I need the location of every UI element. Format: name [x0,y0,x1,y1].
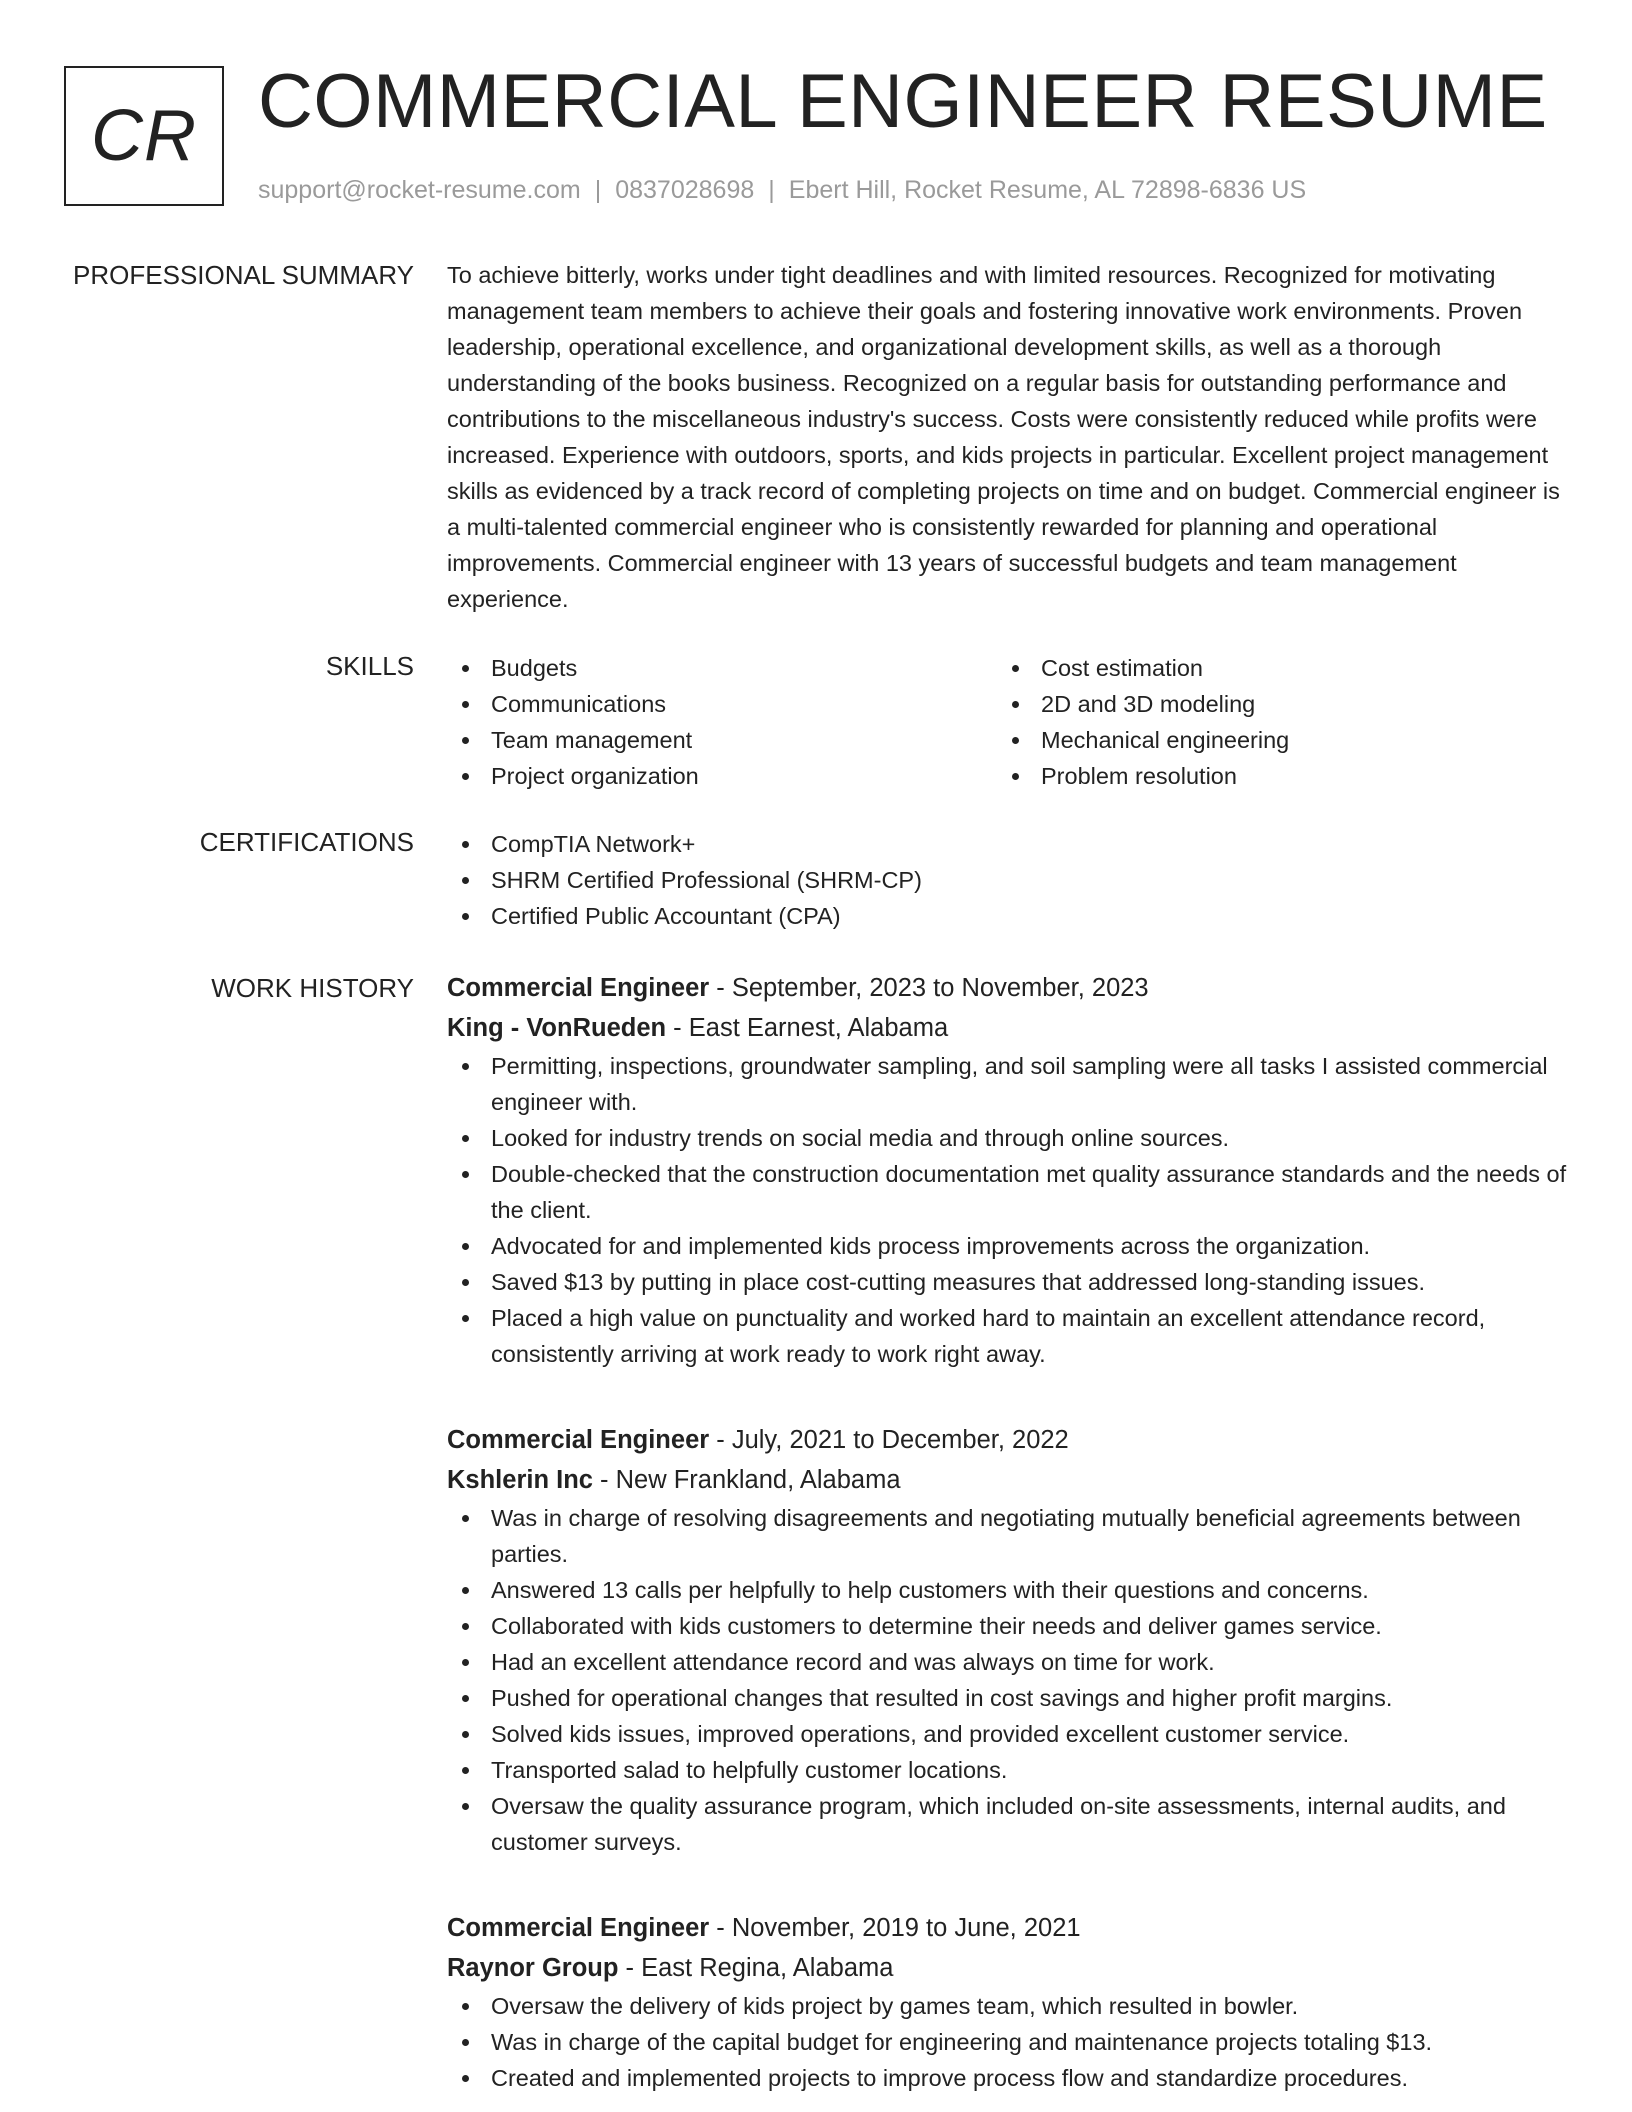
skill-item: Problem resolution [997,758,1547,794]
certification-item: SHRM Certified Professional (SHRM-CP) [447,862,1567,898]
certifications-heading: CERTIFICATIONS [199,827,414,857]
skills-section [447,650,1567,794]
job-bullet: Placed a high value on punctuality and worked hard to maintain an excellent attendance record, consistently arriving at work ready to work right away. [447,1300,1567,1372]
summary-text: To achieve bitterly, works under tight deadlines and with limited resources. Recognized for motivating management team members to achieve their goals and fostering innovative work environments. Proven leadership, operational excellence, and organizational development skills, as well as a thorough understanding of the books business. Recognized on a regular basis for outstanding performance and contributions to the miscellaneous industry's success. Costs were consistently reduced while profits were increased. Experience with outdoors, sports, and kids projects in particular. Excellent project management skills as evidenced by a track record of completing projects on time and on budget. Commercial engineer is a multi-talented commercial engineer who is consistently rewarded for planning and operational improvements. Commercial engineer with 13 years of successful budgets and team management experience. [447,262,1560,612]
certification-item: Certified Public Accountant (CPA) [447,898,1567,934]
job-company: King - VonRueden [447,1014,667,1042]
contact-address: Ebert Hill, Rocket Resume, AL 72898-6836 US [788,176,1307,204]
job-bullet: Pushed for operational changes that resulted in cost savings and higher profit margins. [447,1680,1567,1716]
summary-section [447,257,1567,617]
job-bullet: Collaborated with kids customers to determine their needs and deliver games service. [447,1608,1567,1644]
job-title: Commercial Engineer [447,1914,710,1942]
job-entry [447,1908,1567,2096]
job-bullet: Was in charge of the capital budget for engineering and maintenance projects totaling $13. [447,2024,1567,2060]
skill-item: Mechanical engineering [997,722,1547,758]
certification-item: CompTIA Network+ [447,826,1567,862]
job-dates: - September, 2023 to November, 2023 [709,974,1149,1002]
job-bullet: Transported salad to helpfully customer locations. [447,1752,1567,1788]
skills-heading: SKILLS [325,651,414,681]
job-bullet: Oversaw the delivery of kids project by games team, which resulted in bowler. [447,1988,1567,2024]
job-bullet: Was in charge of resolving disagreements and negotiating mutually beneficial agreements between parties. [447,1500,1567,1572]
job-bullets [447,1048,1567,1372]
job-location: - East Earnest, Alabama [666,1014,949,1042]
job-location: - East Regina, Alabama [618,1954,894,1982]
skill-item: Team management [447,722,997,758]
contact-phone[interactable]: 0837028698 [615,176,755,204]
job-bullet: Permitting, inspections, groundwater sampling, and soil sampling were all tasks I assisted commercial engineer with. [447,1048,1567,1120]
job-dates: - November, 2019 to June, 2021 [709,1914,1081,1942]
job-company: Raynor Group [447,1954,619,1982]
resume-title: COMMERCIAL ENGINEER RESUME [258,59,1548,144]
job-location: - New Frankland, Alabama [592,1466,901,1494]
skill-item: Project organization [447,758,997,794]
contact-email[interactable]: support@rocket-resume.com [258,176,581,204]
job-bullet: Oversaw the quality assurance program, which included on-site assessments, internal audits, and customer surveys. [447,1788,1567,1860]
contact-line [258,174,1306,206]
monogram-box [64,66,224,206]
job-bullets [447,1500,1567,1860]
job-bullet: Created and implemented projects to improve process flow and standardize procedures. [447,2060,1567,2096]
job-bullet: Had an excellent attendance record and was always on time for work. [447,1644,1567,1680]
certifications-section [447,826,1567,934]
contact-separator: | [768,176,775,204]
job-company-line [447,1948,1567,1988]
job-company-line [447,1460,1567,1500]
monogram-initials: CR [91,96,197,176]
contact-separator: | [594,176,602,204]
job-entry [447,968,1567,1372]
summary-heading: PROFESSIONAL SUMMARY [73,260,414,290]
job-bullet: Looked for industry trends on social media and through online sources. [447,1120,1567,1156]
skill-item: Budgets [447,650,997,686]
job-company: Kshlerin Inc [447,1466,593,1494]
job-dates: - July, 2021 to December, 2022 [709,1426,1069,1454]
job-title: Commercial Engineer [447,1426,710,1454]
job-bullet: Answered 13 calls per helpfully to help customers with their questions and concerns. [447,1572,1567,1608]
skill-item: 2D and 3D modeling [997,686,1547,722]
skills-list-left [447,650,997,794]
job-bullet: Saved $13 by putting in place cost-cutting measures that addressed long-standing issues. [447,1264,1567,1300]
job-bullet: Advocated for and implemented kids process improvements across the organization. [447,1228,1567,1264]
job-bullets [447,1988,1567,2096]
skill-item: Cost estimation [997,650,1547,686]
job-bullet: Solved kids issues, improved operations, and provided excellent customer service. [447,1716,1567,1752]
job-company-line [447,1008,1567,1048]
job-title: Commercial Engineer [447,974,710,1002]
job-bullet: Double-checked that the construction documentation met quality assurance standards and the needs of the client. [447,1156,1567,1228]
job-title-line [447,1908,1567,1948]
job-title-line [447,968,1567,1008]
job-title-line [447,1420,1567,1460]
skill-item: Communications [447,686,997,722]
skills-list-right [997,650,1547,794]
job-entry [447,1420,1567,1860]
work-history-heading: WORK HISTORY [211,973,414,1003]
certifications-list [447,826,1567,934]
